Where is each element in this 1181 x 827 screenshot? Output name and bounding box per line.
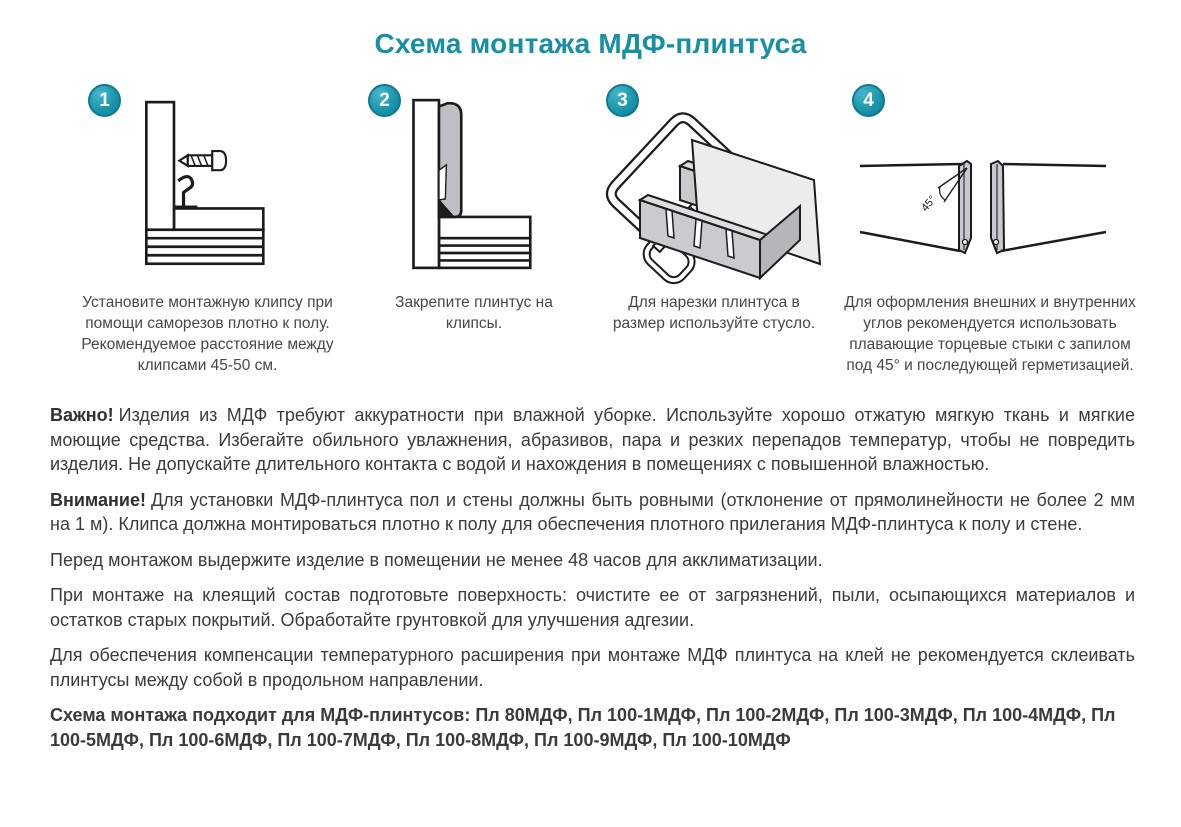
note-important-lead: Важно!	[50, 405, 114, 425]
note-attention	[50, 488, 1135, 537]
notes-section	[50, 403, 1135, 763]
plinth-profile	[439, 103, 461, 217]
note-attention-text: Для установки МДФ-плинтуса пол и стены должны быть ровными (отклонение от прямолинейности не более 2 мм на 1 м). Клипса должна монтироваться плотно к полу для обеспечения плотного прилегания МДФ-плинтуса к полу и стене.	[50, 489, 1135, 534]
clip-slot	[439, 165, 446, 200]
wall	[146, 102, 174, 230]
note-attention-lead: Внимание!	[50, 489, 146, 510]
angle-label: 45°	[919, 193, 939, 214]
step-1	[55, 82, 360, 392]
page-title: Схема монтажа МДФ-плинтуса	[374, 28, 807, 59]
step-1-caption: Установите монтажную клипсу при помощи саморезов плотно к полу. Рекомендуемое расстояние между клипсами 45-50 см.	[81, 294, 334, 374]
step-1-number-badge: 1	[88, 84, 121, 117]
step-3-number-badge: 3	[606, 84, 639, 117]
compatible-models	[50, 703, 1135, 752]
mounting-clip-icon	[173, 177, 196, 208]
screw-icon	[179, 151, 226, 170]
hacksaw-miter-box-illustration	[588, 88, 840, 296]
note-glue-surface-text: При монтаже на клеящий состав подготовьте поверхность: очистите ее от загрязнений, пыли, осыпающихся материалов и остатков старых покрытий. Обработайте грунтовкой для улучшения адгезии.	[50, 585, 1135, 630]
note-acclimatization-text: Перед монтажом выдержите изделие в помещении не менее 48 часов для акклиматизации.	[50, 549, 823, 570]
floor-layers	[146, 230, 263, 264]
miter-box	[640, 140, 820, 278]
floor-slab	[439, 217, 530, 238]
step-1-illustration	[55, 82, 360, 292]
step-2-number-badge: 2	[368, 84, 401, 117]
step-2-illustration	[360, 82, 588, 292]
plinth-on-clip-illustration	[409, 98, 539, 270]
floor-slab	[173, 208, 262, 229]
step-4-illustration	[840, 82, 1140, 292]
note-glue-surface	[50, 583, 1135, 632]
corner-joint-illustration	[850, 82, 1130, 267]
compatible-models-lead: Схема монтажа подходит для МДФ-плинтусов:	[50, 705, 471, 725]
note-expansion	[50, 643, 1135, 692]
step-4	[840, 82, 1140, 392]
left-plinth-piece	[860, 161, 971, 253]
clip-screw-illustration	[138, 100, 278, 268]
note-expansion-text: Для обеспечения компенсации температурного расширения при монтаже МДФ плинтуса на клей не рекомендуется склеивать плинтусы между собой в продольном направлении.	[50, 645, 1135, 690]
note-acclimatization	[50, 548, 1135, 573]
step-4-caption: Для оформления внешних и внутренних углов рекомендуется использовать плавающие торцевые стыки с запилом под 45° и последующей герметизацией.	[844, 294, 1136, 374]
step-2-caption: Закрепите плинтус на клипсы.	[395, 294, 553, 332]
note-important	[50, 403, 1135, 477]
step-2	[360, 82, 588, 392]
right-plinth-piece	[991, 161, 1106, 253]
step-4-number-badge: 4	[852, 84, 885, 117]
floor-layers	[439, 238, 530, 268]
wall	[413, 100, 438, 268]
step-3	[588, 82, 840, 392]
note-important-text: Изделия из МДФ требуют аккуратности при влажной уборке. Используйте хорошо отжатую мягкую ткань и мягкие моющие средства. Избегайте обильного увлажнения, абразивов, пара и резких перепадов температур, чтобы не повредить изделия. Не допускайте длительного контакта с водой и нахождения в помещениях с повышенной влажностью.	[50, 405, 1135, 474]
step-3-caption: Для нарезки плинтуса в размер используйте стусло.	[612, 294, 816, 332]
compatible-models-list: Пл 80МДФ, Пл 100-1МДФ, Пл 100-2МДФ, Пл 100-3МДФ, Пл 100-4МДФ, Пл 100-5МДФ, Пл 100-6МДФ, Пл 100-7МДФ, Пл 100-8МДФ, Пл 100-9МДФ, Пл 100-10МДФ	[50, 705, 1116, 750]
